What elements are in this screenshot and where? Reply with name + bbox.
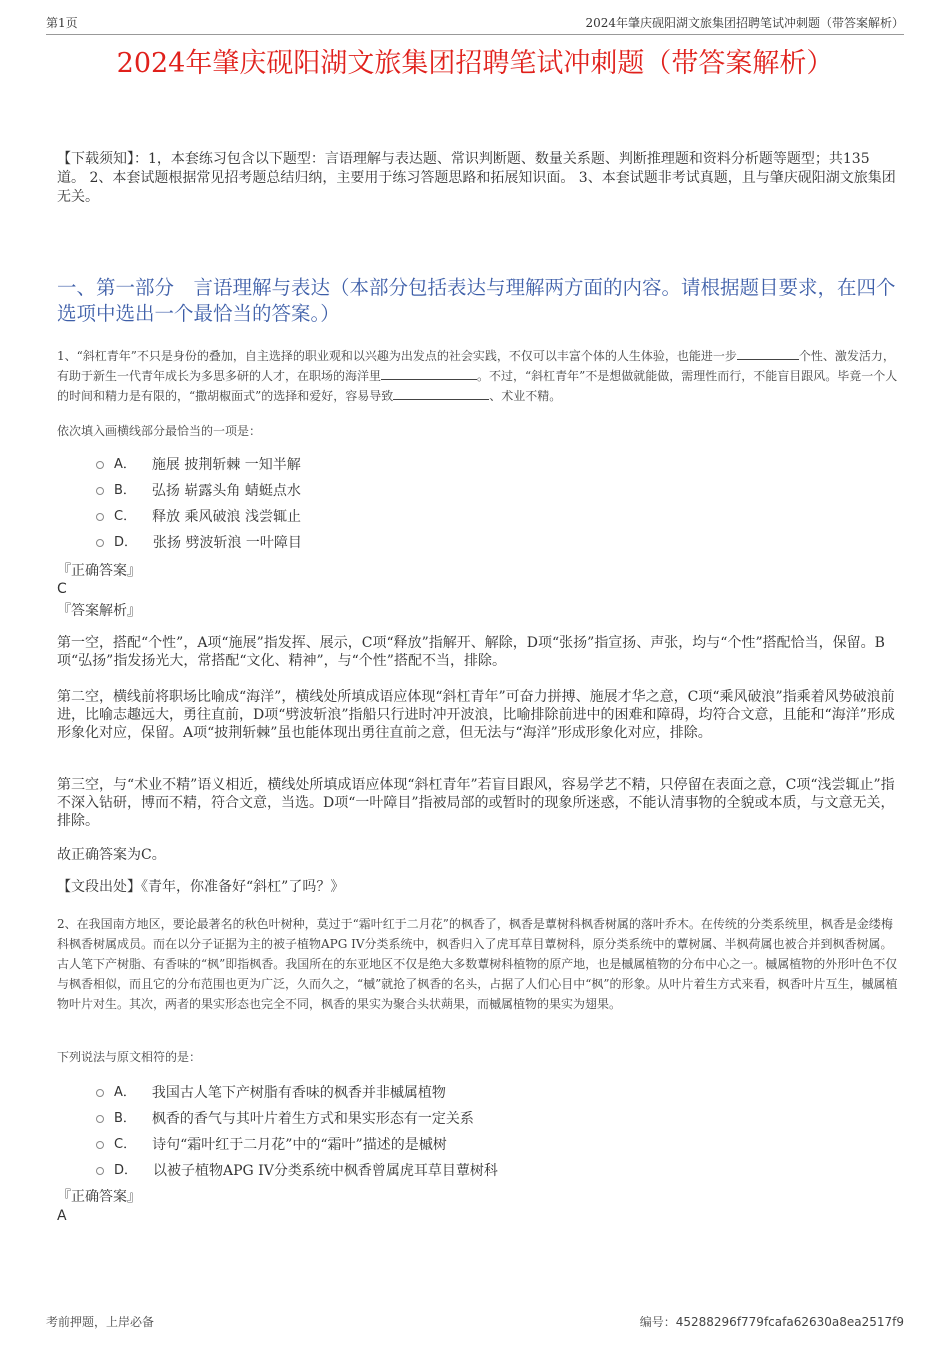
option-c[interactable]: C． 诗句“霜叶红于二月花”中的“霜叶”描述的是槭树 (96, 1132, 498, 1158)
question-1-options (96, 452, 302, 556)
question-2-prompt: 下列说法与原文相符的是： (57, 1050, 202, 1064)
radio-icon[interactable] (96, 1115, 104, 1123)
question-2-text: 2、在我国南方地区，要论最著名的秋色叶树种，莫过于“霜叶红于二月花”的枫香了，枫香是蕈树科枫香树属的落叶乔木。在传统的分类系统里，枫香是金缕梅科枫香树属成员。而在以分子证据为主的被子植物APG IV分类系统中，枫香归入了虎耳草目蕈树科，原分类系统中的蕈树属、半枫荷属也被合并到枫香树属。古人笔下产树脂、有香味的“枫”即指枫香。我国所在的东亚地区不仅是绝大多数蕈树科植物的原产地，也是槭属植物的分布中心之一。槭属植物的外形叶色不仅与枫香相似，而且它的分布范围也更为广泛，久而久之，“槭”就抢了枫香的名头，占据了人们心目中“枫”的形象。从叶片着生方式来看，枫香叶片互生，槭属植物叶片对生。其次，两者的果实形态也完全不同，枫香的果实为聚合头状蒴果，而槭属植物的果实为翅果。 (57, 917, 898, 1011)
header-doc-title: 2024年肇庆砚阳湖文旅集团招聘笔试冲刺题（带答案解析） (585, 16, 904, 30)
analysis-label: 『答案解析』 (57, 603, 141, 619)
answer-value: A (57, 1208, 67, 1224)
option-b[interactable]: B． 枫香的香气与其叶片着生方式和果实形态有一定关系 (96, 1106, 498, 1132)
blank-2 (381, 366, 477, 380)
footer-code: 编号：45288296f779fcafa62630a8ea2517f9 (639, 1315, 904, 1329)
question-2-options (96, 1080, 498, 1184)
download-notice: 【下载须知】：1，本套练习包含以下题型：言语理解与表达题、常识判断题、数量关系题、判断推理题和资料分析题等题型；共135道。 2、本套试题根据常见招考题总结归纳，主要用于练习答题思路和拓展知识面。 3、本套试题非考试真题，且与肇庆砚阳湖文旅集团无关。 (57, 151, 896, 205)
footer-slogan: 考前押题，上岸必备 (46, 1315, 155, 1329)
option-b[interactable]: B． 弘扬 崭露头角 蜻蜓点水 (96, 478, 302, 504)
blank-3 (393, 386, 489, 400)
page-number: 第1页 (46, 16, 78, 30)
source-citation: 【文段出处】《青年，你准备好“斜杠”了吗？》 (57, 879, 345, 895)
document-id: 45288296f779fcafa62630a8ea2517f9 (675, 1315, 904, 1329)
option-a[interactable]: A． 我国古人笔下产树脂有香味的枫香并非槭属植物 (96, 1080, 498, 1106)
radio-icon[interactable] (96, 487, 104, 495)
answer-label: 『正确答案』 (57, 1189, 141, 1205)
option-c[interactable]: C． 释放 乘风破浪 浅尝辄止 (96, 504, 302, 530)
analysis-conclusion: 故正确答案为C。 (57, 847, 166, 863)
document-title: 2024年肇庆砚阳湖文旅集团招聘笔试冲刺题（带答案解析） (116, 48, 834, 79)
radio-icon[interactable] (96, 539, 104, 547)
radio-icon[interactable] (96, 1141, 104, 1149)
answer-label: 『正确答案』 (57, 563, 141, 579)
radio-icon[interactable] (96, 461, 104, 469)
option-d[interactable]: D． 张扬 劈波斩浪 一叶障目 (96, 530, 302, 556)
question-1-text: 1、“斜杠青年”不只是身份的叠加，自主选择的职业观和以兴趣为出发点的社会实践，不仅可以丰富个体的人生体验，也能进一步 个性、激发活力，有助于新生一代青年成长为多思多研的人才，在职场的海洋里 。不过，“斜杠青年”不是想做就能做，需理性而行，不能盲目跟风。毕竟一个人的时间和精力是有限的，“撒胡椒面式”的选择和爱好，容易导致 、术业不精。 (57, 346, 899, 406)
radio-icon[interactable] (96, 1089, 104, 1097)
question-1-prompt: 依次填入画横线部分最恰当的一项是： (57, 424, 262, 438)
analysis-paragraph-2: 第二空，横线前将职场比喻成“海洋”，横线处所填成语应体现“斜杠青年”可奋力拼搏、施展才华之意，C项“乘风破浪”指乘着风势破浪前进，比喻志趣远大，勇往直前，D项“劈波斩浪”指船只行进时冲开波浪，比喻排除前进中的困难和障碍，均符合文意，且能和“海洋”形成形象化对应，保留。A项“披荆斩棘”虽也能体现出勇往直前之意，但无法与“海洋”形成形象化对应，排除。 (57, 689, 895, 741)
option-d[interactable]: D． 以被子植物APG IV分类系统中枫香曾属虎耳草目蕈树科 (96, 1158, 498, 1184)
radio-icon[interactable] (96, 1167, 104, 1175)
section-title: 一、第一部分 言语理解与表达（本部分包括表达与理解两方面的内容。请根据题目要求，在四个选项中选出一个最恰当的答案。） (57, 276, 896, 325)
radio-icon[interactable] (96, 513, 104, 521)
blank-1 (737, 346, 799, 360)
option-a[interactable]: A． 施展 披荆斩棘 一知半解 (96, 452, 302, 478)
analysis-paragraph-1: 第一空，搭配“个性”，A项“施展”指发挥、展示，C项“释放”指解开、解除，D项“张扬”指宣扬、声张，均与“个性”搭配恰当，保留。B项“弘扬”指发扬光大，常搭配“文化、精神”，与“个性”搭配不当，排除。 (57, 635, 885, 669)
answer-value: C (57, 581, 67, 597)
page-header (46, 14, 904, 35)
analysis-paragraph-3: 第三空，与“术业不精”语义相近，横线处所填成语应体现“斜杠青年”若盲目跟风，容易学艺不精，只停留在表面之意，C项“浅尝辄止”指不深入钻研，博而不精，符合文意，当选。D项“一叶障目”指被局部的或暂时的现象所迷惑，不能认清事物的全貌或本质，与文意无关，排除。 (57, 777, 895, 829)
